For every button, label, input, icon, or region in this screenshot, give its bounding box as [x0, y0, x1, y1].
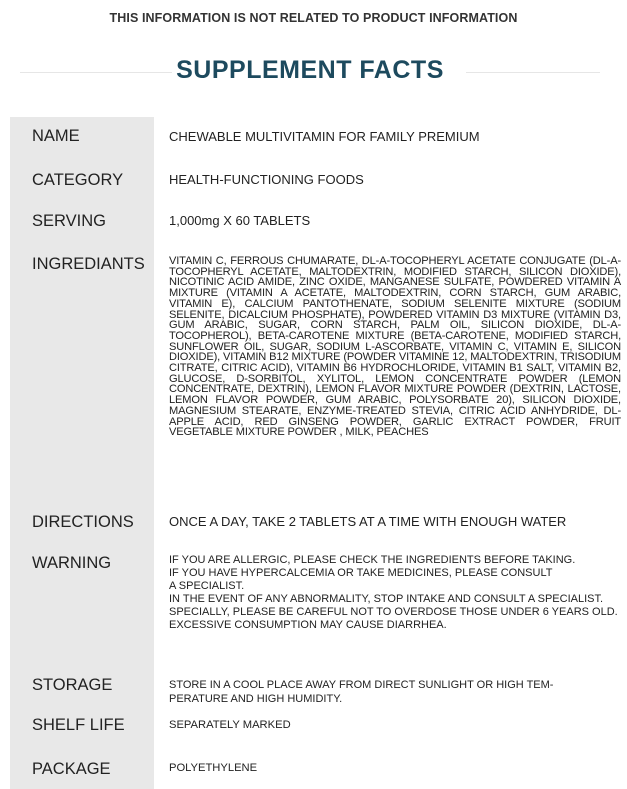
warning-label: WARNING: [32, 554, 112, 572]
directions-label: DIRECTIONS: [32, 513, 134, 531]
ingredients-value: VITAMIN C, FERROUS CHUMARATE, DL-A-TOCOPHERYL ACETATE CONJUGATE (DL-A-TOCOPHERYL ACETATE, MALTODEXTRIN, MODIFIED STARCH, SILICON DIOXIDE), NICOTINIC ACID AMIDE, ZINC OXIDE, MANGANESE SULFATE, POWDERED VITAMIN A MIXTURE (VITAMIN A ACETATE, MALTODEXTRIN, CORN STARCH, GUM ARABIC, VITAMIN E), CALCIUM PANTOTHENATE, SODIUM SELENITE MIXTURE (SODIUM SELENITE, DICALCIUM PHOSPHATE), POWDERED VITAMIN D3 MIXTURE (VITAMIN D3, GUM ARABIC, SUGAR, CORN STARCH, PALM OIL, SILICON DIOXIDE, DL-A-TOCOPHEROL), BETA-CAROTENE MIXTURE (BETA-CAROTENE, MODIFIED STARCH, SUNFLOWER OIL, SUGAR, SODIUM L-ASCORBATE, VITAMIN C, VITAMIN E, SILICON DIOXIDE), VITAMIN B12 MIXTURE (POWDER VITAMINE 12, MALTODEXTRIN, TRISODIUM CITRATE, CITRIC ACID), VITAMIN B6 HYDROCHLORIDE, VITAMIN B1 SALT, VITAMIN B2, GLUCOSE, D-SORBITOL, XYLITOL, LEMON CONCENTRATE POWDER (LEMON CONCENTRATE, DEXTRIN), LEMON FLAVOR MIXTURE POWDER (DEXTRIN, LACTOSE, LEMON FLAVOR POWDER, GUM ARABIC, POLYSORBATE 20), SILICON DIOXIDE, MAGNESIUM STEARATE, ENZYME-TREATED STEVIA, CITRIC ACID ANHYDRIDE, DL-APPLE ACID, RED GINSENG POWDER, GARLIC EXTRACT POWDER, FRUIT VEGETABLE MIXTURE POWDER , MILK, PEACHES: [169, 255, 621, 439]
serving-label: SERVING: [32, 212, 106, 230]
category-value: HEALTH-FUNCTIONING FOODS: [169, 172, 364, 187]
package-value: POLYETHYLENE: [169, 762, 258, 774]
storage-value: STORE IN A COOL PLACE AWAY FROM DIRECT SUNLIGHT OR HIGH TEM- PERATURE AND HIGH HUMIDITY.: [169, 679, 554, 705]
title-section: [20, 56, 600, 90]
serving-value: 1,000mg X 60 TABLETS: [169, 213, 311, 228]
directions-value: ONCE A DAY, TAKE 2 TABLETS AT A TIME WITH ENOUGH WATER: [169, 514, 567, 529]
category-label: CATEGORY: [32, 171, 124, 189]
page-title: SUPPLEMENT FACTS: [176, 56, 444, 84]
package-label: PACKAGE: [32, 760, 111, 778]
warning-value: IF YOU ARE ALLERGIC, PLEASE CHECK THE INGREDIENTS BEFORE TAKING. IF YOU HAVE HYPERCALCEMIA OR TAKE MEDICINES, PLEASE CONSULT A SPECIALIST. IN THE EVENT OF ANY ABNORMALITY, STOP INTAKE AND CONSULT A SPECIALIST. SPECIALLY, PLEASE BE CAREFUL NOT TO OVERDOSE THOSE UNDER 6 YEARS OLD. EXCESSIVE CONSUMPTION MAY CAUSE DIARRHEA.: [169, 554, 618, 631]
ingredients-label: INGREDIANTS: [32, 255, 145, 273]
name-value: CHEWABLE MULTIVITAMIN FOR FAMILY PREMIUM: [169, 129, 480, 144]
storage-label: STORAGE: [32, 676, 113, 694]
shelf-life-label: SHELF LIFE: [32, 716, 125, 734]
supplement-facts-table: [10, 117, 627, 789]
name-label: NAME: [32, 127, 80, 145]
disclaimer-notice: THIS INFORMATION IS NOT RELATED TO PRODUCT INFORMATION: [109, 11, 518, 25]
shelf-life-value: SEPARATELY MARKED: [169, 719, 291, 731]
